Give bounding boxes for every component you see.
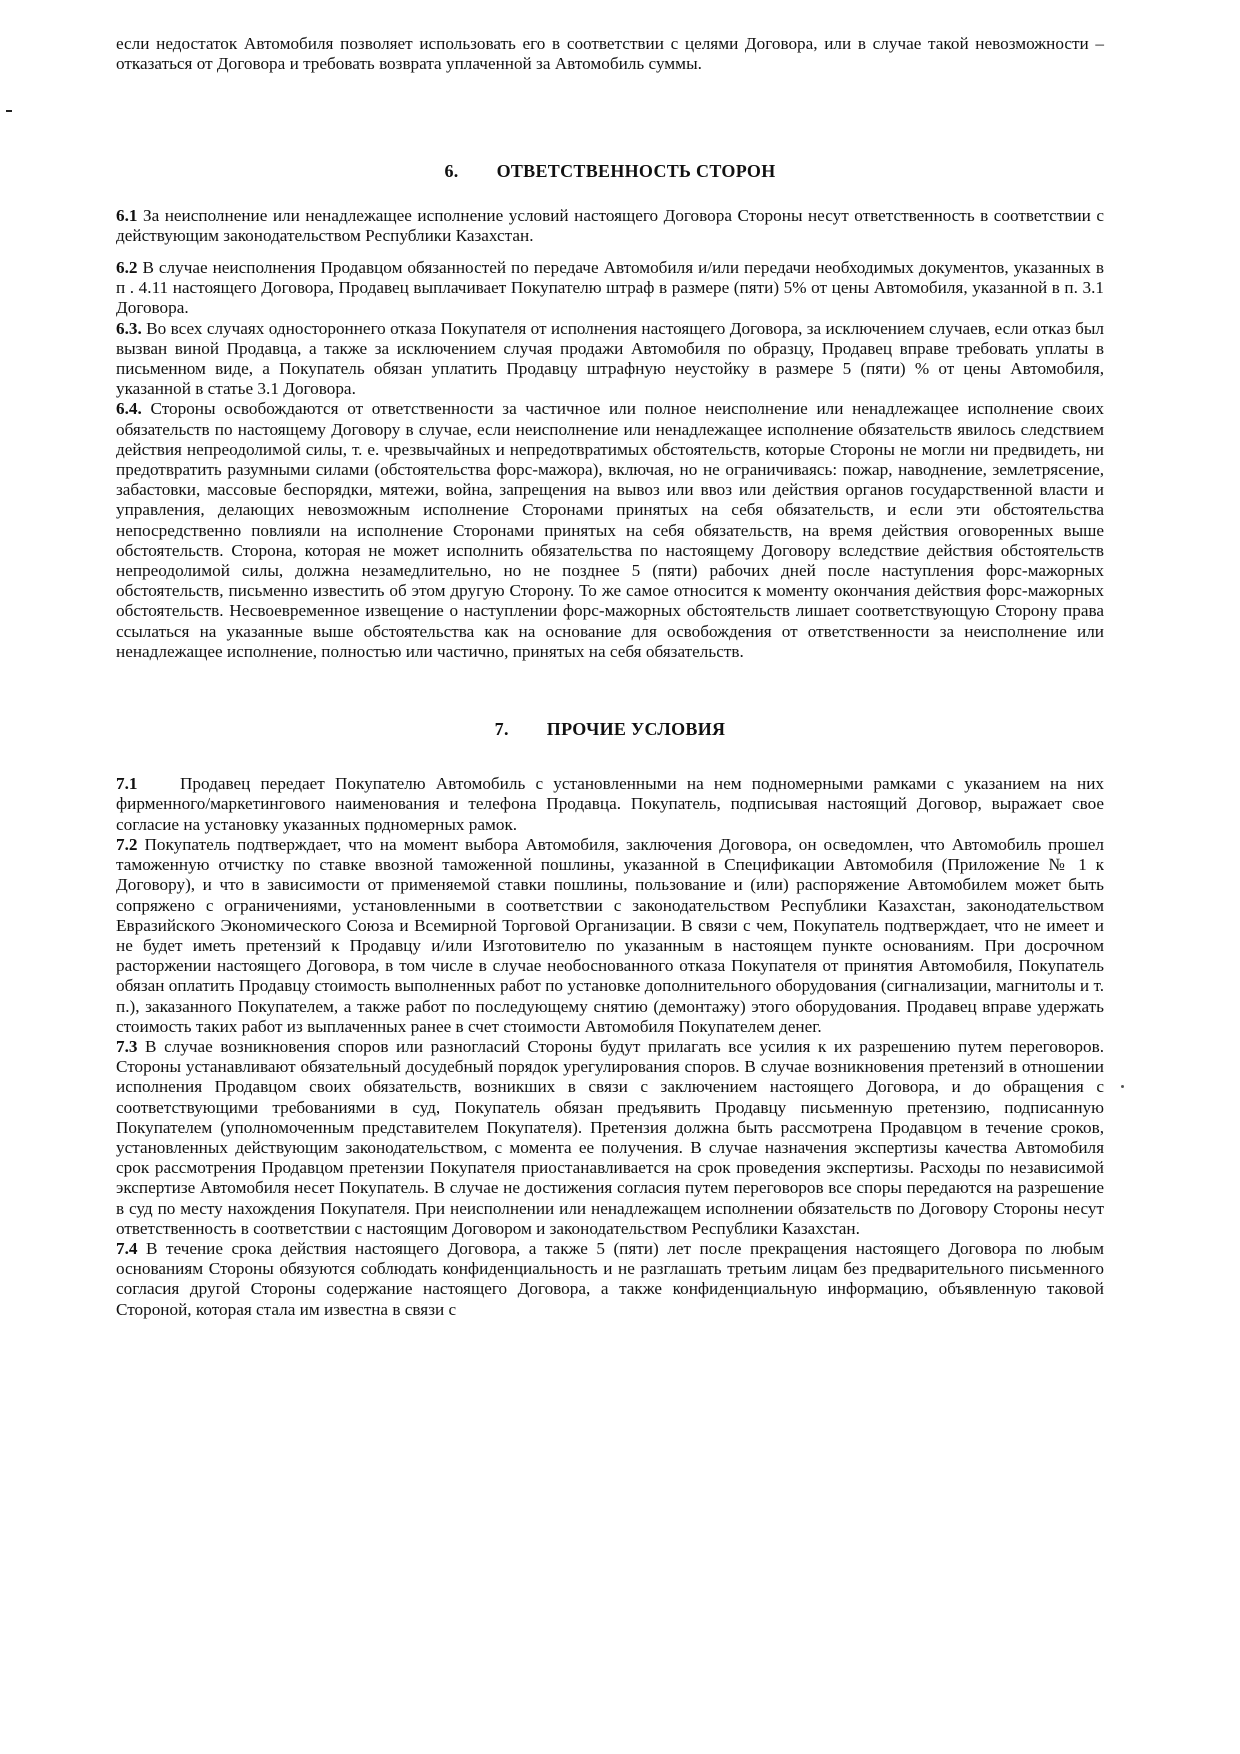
clause-number: 7.4 (116, 1238, 138, 1258)
section-6-number: 6. (444, 161, 459, 182)
section-7-number: 7. (494, 719, 509, 740)
clause-7-4 (116, 1239, 1104, 1320)
clause-text: Во всех случаях одностороннего отказа Покупателя от исполнения настоящего Договора, за исключением случаев, если отказ был вызван виной Продавца, а также за исключением случая продажи Автомобиля по образцу, Продавец вправе требовать уплаты в письменном виде, а Покупатель обязан уплатить Продавцу штрафную неустойку в размере 5 (пяти) % от цены Автомобиля, указанной в статье 3.1 Договора. (116, 318, 1105, 399)
scan-artifact-mark (6, 110, 12, 112)
clause-6-4 (116, 399, 1104, 662)
section-7-title: ПРОЧИЕ УСЛОВИЯ (546, 719, 726, 740)
clause-6-2 (116, 258, 1104, 319)
intro-paragraph: если недостаток Автомобиля позволяет использовать его в соответствии с целями Договора, или в случае такой невозможности – отказаться от Договора и требовать возврата уплаченной за Автомобиль суммы. (116, 34, 1104, 74)
section-6-title: ОТВЕТСТВЕННОСТЬ СТОРОН (496, 161, 776, 182)
clause-text: За неисполнение или ненадлежащее исполнение условий настоящего Договора Стороны несут ответственность в соответствии с действующим законодательством Республики Казахстан. (116, 205, 1104, 245)
section-6-heading (116, 161, 1104, 181)
clause-text: В случае возникновения споров или разногласий Стороны будут прилагать все усилия к их разрешению путем переговоров. Стороны устанавливают обязательный досудебный порядок урегулирования споров. В случае возникновения претензий в отношении исполнения Продавцом своих обязательств, возникших в связи с заключением настоящего Договора, и до обращения с соответствующими требованиями в суд, Покупатель обязан предъявить Продавцу письменную претензию, подписанную Покупателем (уполномоченным представителем Покупателя). Претензия должна быть рассмотрена Продавцом в течение сроков, установленных действующим законодательством, с момента ее получения. В случае назначения экспертизы качества Автомобиля срок рассмотрения Продавцом претензии Покупателя приостанавливается на срок проведения экспертизы. Расходы по независимой экспертизе Автомобиля несет Покупатель. В случае не достижения согласия путем переговоров все споры передаются на разрешение в суд по месту нахождения Покупателя. При неисполнении или ненадлежащем исполнении обязательств по Договору Стороны несут ответственность в соответствии с настоящим Договором и законодательством Республики Казахстан. (116, 1036, 1104, 1238)
section-7-heading (116, 719, 1104, 739)
clause-number: 7.2 (116, 834, 138, 854)
clause-text: В течение срока действия настоящего Договора, а также 5 (пяти) лет после прекращения настоящего Договора по любым основаниям Стороны обязуются соблюдать конфиденциальность и не разглашать третьим лицам без предварительного письменного согласия другой Стороны содержание настоящего Договора, а также конфиденциальную информацию, объявленную таковой Стороной, которая стала им известна в связи с (116, 1238, 1104, 1319)
clause-number: 7.1 (116, 774, 138, 794)
clause-number: 6.4. (116, 399, 142, 419)
clause-text: Стороны освобождаются от ответственности за частичное или полное неисполнение или ненадлежащее исполнение своих обязательств по настоящему Договору в случае, если неисполнение или ненадлежащее исполнение обязательств явилось следствием действия непреодолимой силы, т. е. чрезвычайных и непредотвратимых обстоятельств, которые Стороны не могли ни предвидеть, ни предотвратить разумными силами (обстоятельства форс-мажора), включая, но не ограничиваясь: пожар, наводнение, землетрясение, забастовки, массовые беспорядки, мятежи, война, запрещения на вывоз или ввоз или действия органов государственной власти и управления, делающих невозможным исполнение Сторонами принятых на себя обязательств, и если эти обстоятельства непосредственно повлияли на исполнение Сторонами принятых на себя обязательств, на время действия оговоренных выше обстоятельств. Сторона, которая не может исполнить обязательства по настоящему Договору вследствие действия обстоятельств непреодолимой силы, должна незамедлительно, но не позднее 5 (пяти) рабочих дней после наступления форс-мажорных обстоятельств, письменно известить об этом другую Сторону. То же самое относится к моменту окончания действия форс-мажорных обстоятельств. Несвоевременное извещение о наступлении форс-мажорных обстоятельств лишает соответствующую Сторону права ссылаться на указанные выше обстоятельства как на основание для освобождения от ответственности за неисполнение или ненадлежащее исполнение, полностью или частично, принятых на себя обязательств. (116, 399, 1104, 661)
clause-text: Продавец передает Покупателю Автомобиль с установленными на нем подномерными рамками с указанием на них фирменного/маркетингового наименования и телефона Продавца. Покупатель, подписывая настоящий Договор, выражает свое согласие на установку указанных подномерных рамок. (116, 774, 1104, 834)
scan-artifact-dot (1121, 1085, 1124, 1088)
clause-7-2 (116, 835, 1104, 1037)
clause-7-3 (116, 1037, 1104, 1239)
clause-text: Покупатель подтверждает, что на момент выбора Автомобиля, заключения Договора, он осведомлен, что Автомобиль прошел таможенную отчистку по ставке ввозной таможенной пошлины, указанной в Спецификации Автомобиля (Приложение № 1 к Договору), и что в зависимости от применяемой ставки пошлины, пользование и (или) распоряжение Автомобилем может быть сопряжено с ограничениями, установленными в соответствии с законодательством Республики Казахстан, законодательством Евразийского Экономического Союза и Всемирной Торговой Организации. В связи с чем, Покупатель подтверждает, что не имеет и не будет иметь претензий к Продавцу и/или Изготовителю по указанным в настоящем пункте основаниям. При досрочном расторжении настоящего Договора, в том числе в случае необоснованного отказа Покупателя от принятия Автомобиля, Покупатель обязан оплатить Продавцу стоимость выполненных работ по установке дополнительного оборудования (сигнализации, магнитолы и т. п.), заказанного Покупателем, а также работ по последующему снятию (демонтажу) этого оборудования. Продавец вправе удержать стоимость таких работ из выплаченных ранее в счет стоимости Автомобиля Покупателем денег. (116, 834, 1105, 1036)
clause-7-1 (116, 774, 1104, 835)
clause-6-3 (116, 319, 1104, 400)
clause-number: 6.1 (116, 205, 138, 225)
clause-number: 6.3. (116, 318, 142, 338)
document-page (116, 34, 1104, 1320)
clause-6-1 (116, 206, 1104, 246)
clause-text: В случае неисполнения Продавцом обязанностей по передаче Автомобиля и/или передачи необходимых документов, указанных в п . 4.11 настоящего Договора, Продавец выплачивает Покупателю штраф в размере (пяти) 5% от цены Автомобиля, указанной в п. 3.1 Договора. (116, 258, 1105, 318)
clause-number: 7.3 (116, 1036, 138, 1056)
clause-number: 6.2 (116, 258, 138, 278)
